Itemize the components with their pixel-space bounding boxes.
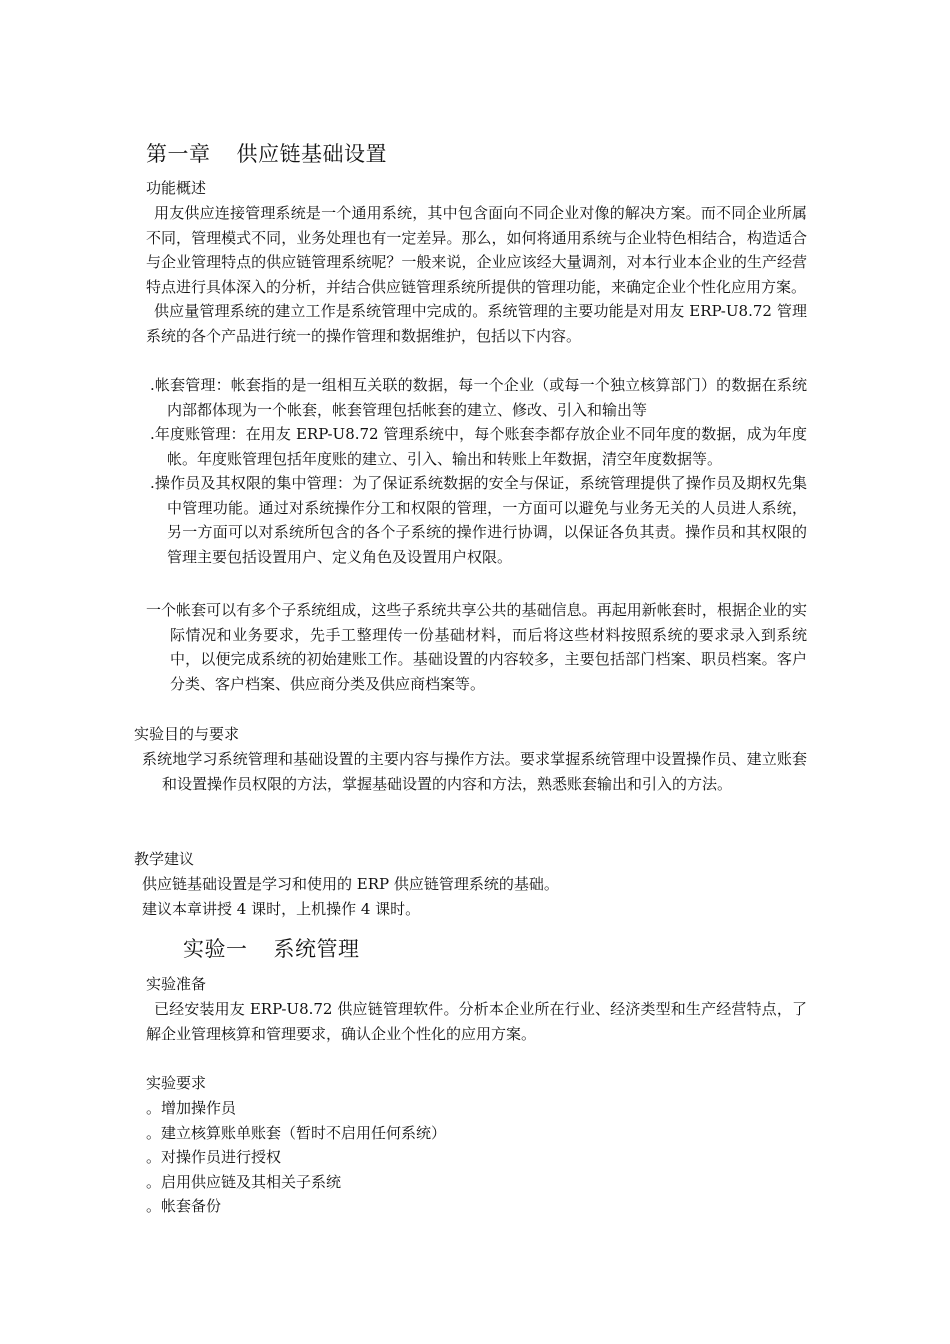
- list-item-annual-account: .年度账管理：在用友 ERP-U8.72 管理系统中，每个账套李都存放企业不同年度的数据，成为年度帐。年度账管理包括年度账的建立、引入、输出和转账上年数据，清空年度数据等。: [150, 425, 807, 468]
- chapter-number: 第一章: [146, 142, 211, 166]
- requirement-item: 。对操作员进行授权: [146, 1148, 282, 1166]
- experiment-heading: [183, 933, 360, 963]
- experiment-title: 系统管理: [273, 937, 360, 961]
- overview-paragraph-2: 供应量管理系统的建立工作是系统管理中完成的。系统管理的主要功能是对用友 ERP-U8.72 管理系统的各个产品进行统一的操作管理和数据维护，包括以下内容。: [146, 302, 807, 345]
- overview-paragraph-3-wrap: [146, 598, 807, 696]
- teaching-line-2: 建议本章讲授 4 课时，上机操作 4 课时。: [142, 900, 421, 918]
- preparation-heading: 实验准备: [146, 975, 207, 993]
- management-list: [150, 373, 807, 569]
- list-item-account-management: .帐套管理：帐套指的是一组相互关联的数据，每一个企业（或每一个独立核算部门）的数据在系统内部都体现为一个帐套，帐套管理包括帐套的建立、修改、引入和输出等: [150, 376, 807, 419]
- objectives-heading: 实验目的与要求: [134, 725, 240, 743]
- teaching-heading: 教学建议: [134, 850, 195, 868]
- preparation-section: [146, 997, 807, 1046]
- teaching-line-1: 供应链基础设置是学习和使用的 ERP 供应链管理系统的基础。: [142, 875, 559, 893]
- overview-section: [146, 201, 807, 348]
- requirements-list: [146, 1096, 446, 1219]
- overview-paragraph-3: 一个帐套可以有多个子系统组成，这些子系统共享公共的基础信息。再起用新帐套时，根据企业的实际情况和业务要求，先手工整理传一份基础材料，而后将这些材料按照系统的要求录入到系统中，以便完成系统的初始建账工作。基础设置的内容较多，主要包括部门档案、职员档案。客户分类、客户档案、供应商分类及供应商档案等。: [146, 601, 807, 693]
- objectives-section: [142, 747, 807, 796]
- requirement-item: 。启用供应链及其相关子系统: [146, 1172, 342, 1191]
- chapter-title: 供应链基础设置: [236, 142, 387, 166]
- experiment-number: 实验一: [183, 937, 248, 961]
- objectives-text: 系统地学习系统管理和基础设置的主要内容与操作方法。要求掌握系统管理中设置操作员、建立账套和设置操作员权限的方法，掌握基础设置的内容和方法，熟悉账套输出和引入的方法。: [142, 750, 807, 793]
- requirements-heading: 实验要求: [146, 1074, 207, 1092]
- requirement-item: 。帐套备份: [146, 1197, 222, 1215]
- preparation-text: 已经安装用友 ERP-U8.72 供应链管理软件。分析本企业所在行业、经济类型和生产经营特点，了解企业管理核算和管理要求，确认企业个性化的应用方案。: [146, 1000, 807, 1043]
- list-item-operator-permissions: .操作员及其权限的集中管理：为了保证系统数据的安全与保证，系统管理提供了操作员及期权先集中管理功能。通过对系统操作分工和权限的管理，一方面可以避免与业务无关的人员进人系统，另一方面可以对系统所包含的各个子系统的操作进行协调，以保证各负其责。操作员和其权限的管理主要包括设置用户、定义角色及设置用户权限。: [150, 474, 807, 566]
- chapter-heading: [146, 138, 387, 168]
- overview-paragraph-1: 用友供应连接管理系统是一个通用系统，其中包含面向不同企业对像的解决方案。而不同企业所属不同，管理模式不同，业务处理也有一定差异。那么，如何将通用系统与企业特色相结合，构造适合与企业管理特点的供应链管理系统呢？一般来说，企业应该经大量调剂，对本行业本企业的生产经营特点进行具体深入的分析，并结合供应链管理系统所提供的管理功能，来确定企业个性化应用方案。: [146, 204, 807, 296]
- requirement-item: 。增加操作员: [146, 1099, 237, 1117]
- overview-heading: 功能概述: [146, 179, 207, 197]
- requirement-item: 。建立核算账单账套（暂时不启用任何系统）: [146, 1123, 447, 1142]
